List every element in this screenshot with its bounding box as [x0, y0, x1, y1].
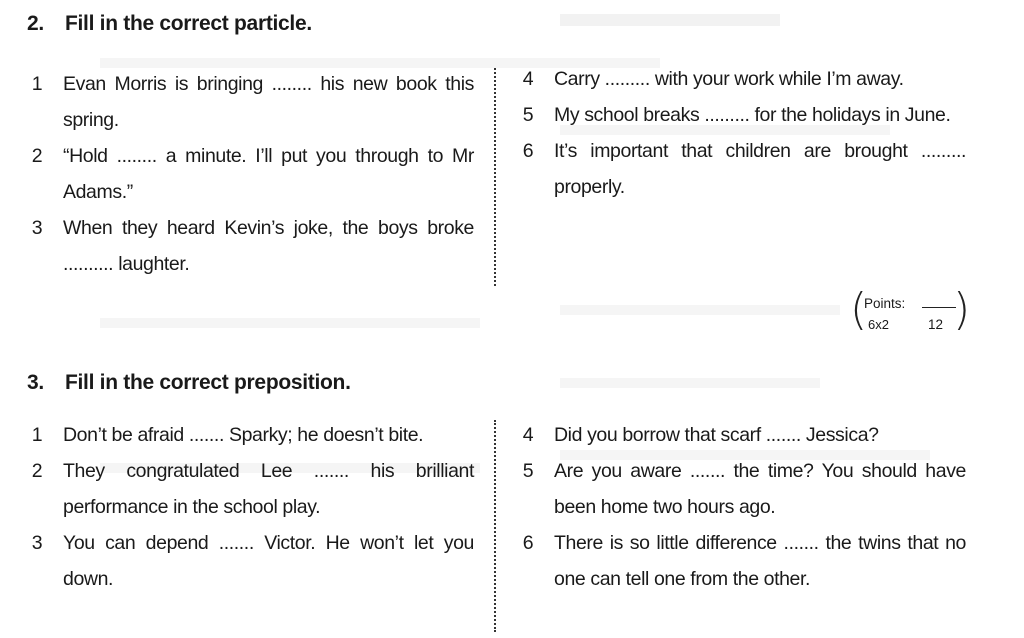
- points-box: [850, 284, 971, 336]
- item-text: My school breaks ......... for the holidays in June.: [554, 104, 951, 126]
- item-number: 6: [522, 140, 534, 162]
- item-number: 5: [522, 104, 534, 126]
- section-3-left-column: [27, 417, 474, 597]
- exercise-item: [518, 525, 966, 597]
- item-number: 1: [31, 73, 43, 95]
- item-text: When they heard Kevin’s joke, the boys broke .......... laughter.: [63, 217, 474, 275]
- item-number: 3: [31, 217, 43, 239]
- exercise-item: [27, 138, 474, 210]
- item-number: 1: [31, 424, 43, 446]
- item-number: 4: [522, 68, 534, 90]
- points-formula: 6x2: [868, 317, 889, 332]
- item-number: 6: [522, 532, 534, 554]
- item-text: Did you borrow that scarf ....... Jessica?: [554, 424, 879, 446]
- item-text: It’s important that children are brought ......... properly.: [554, 140, 966, 198]
- section-3-number: 3.: [27, 371, 44, 394]
- section-2-number: 2.: [27, 12, 44, 35]
- item-text: There is so little difference ....... the twins that no one can tell one from the other.: [554, 532, 966, 590]
- exercise-item: [27, 417, 474, 453]
- item-text: Carry ......... with your work while I’m away.: [554, 68, 904, 90]
- item-text: Are you aware ....... the time? You should have been home two hours ago.: [554, 460, 966, 518]
- points-label: Points:: [864, 296, 906, 311]
- item-number: 4: [522, 424, 534, 446]
- item-number: 2: [31, 460, 43, 482]
- item-number: 5: [522, 460, 534, 482]
- exercise-item: [518, 133, 966, 205]
- exercise-item: [27, 210, 474, 282]
- points-close-paren: ): [953, 284, 971, 335]
- section-2-title: [27, 12, 312, 36]
- item-text: You can depend ....... Victor. He won’t let you down.: [63, 532, 474, 590]
- section-2-right-column: [518, 61, 966, 205]
- exercise-item: [518, 97, 966, 133]
- item-text: Don’t be afraid ....... Sparky; he doesn’t bite.: [63, 424, 424, 446]
- exercise-item: [518, 453, 966, 525]
- section-3-heading: Fill in the correct preposition.: [65, 371, 351, 394]
- section-2-heading: Fill in the correct particle.: [65, 12, 312, 35]
- column-divider: [494, 420, 496, 632]
- exercise-item: [518, 61, 966, 97]
- points-open-paren: (: [850, 284, 868, 335]
- item-text: “Hold ........ a minute. I’ll put you through to Mr Adams.”: [63, 145, 474, 203]
- item-text: Evan Morris is bringing ........ his new book this spring.: [63, 73, 474, 131]
- item-text: They congratulated Lee ....... his brilliant performance in the school play.: [63, 460, 474, 518]
- points-total: 12: [928, 317, 944, 332]
- item-number: 2: [31, 145, 43, 167]
- exercise-item: [27, 525, 474, 597]
- section-2-left-column: [27, 66, 474, 282]
- exercise-item: [27, 66, 474, 138]
- exercise-item: [27, 453, 474, 525]
- exercise-item: [518, 417, 966, 453]
- section-3-title: [27, 371, 351, 395]
- item-number: 3: [31, 532, 43, 554]
- points-score-line: [922, 307, 956, 308]
- section-3-right-column: [518, 417, 966, 597]
- column-divider: [494, 68, 496, 286]
